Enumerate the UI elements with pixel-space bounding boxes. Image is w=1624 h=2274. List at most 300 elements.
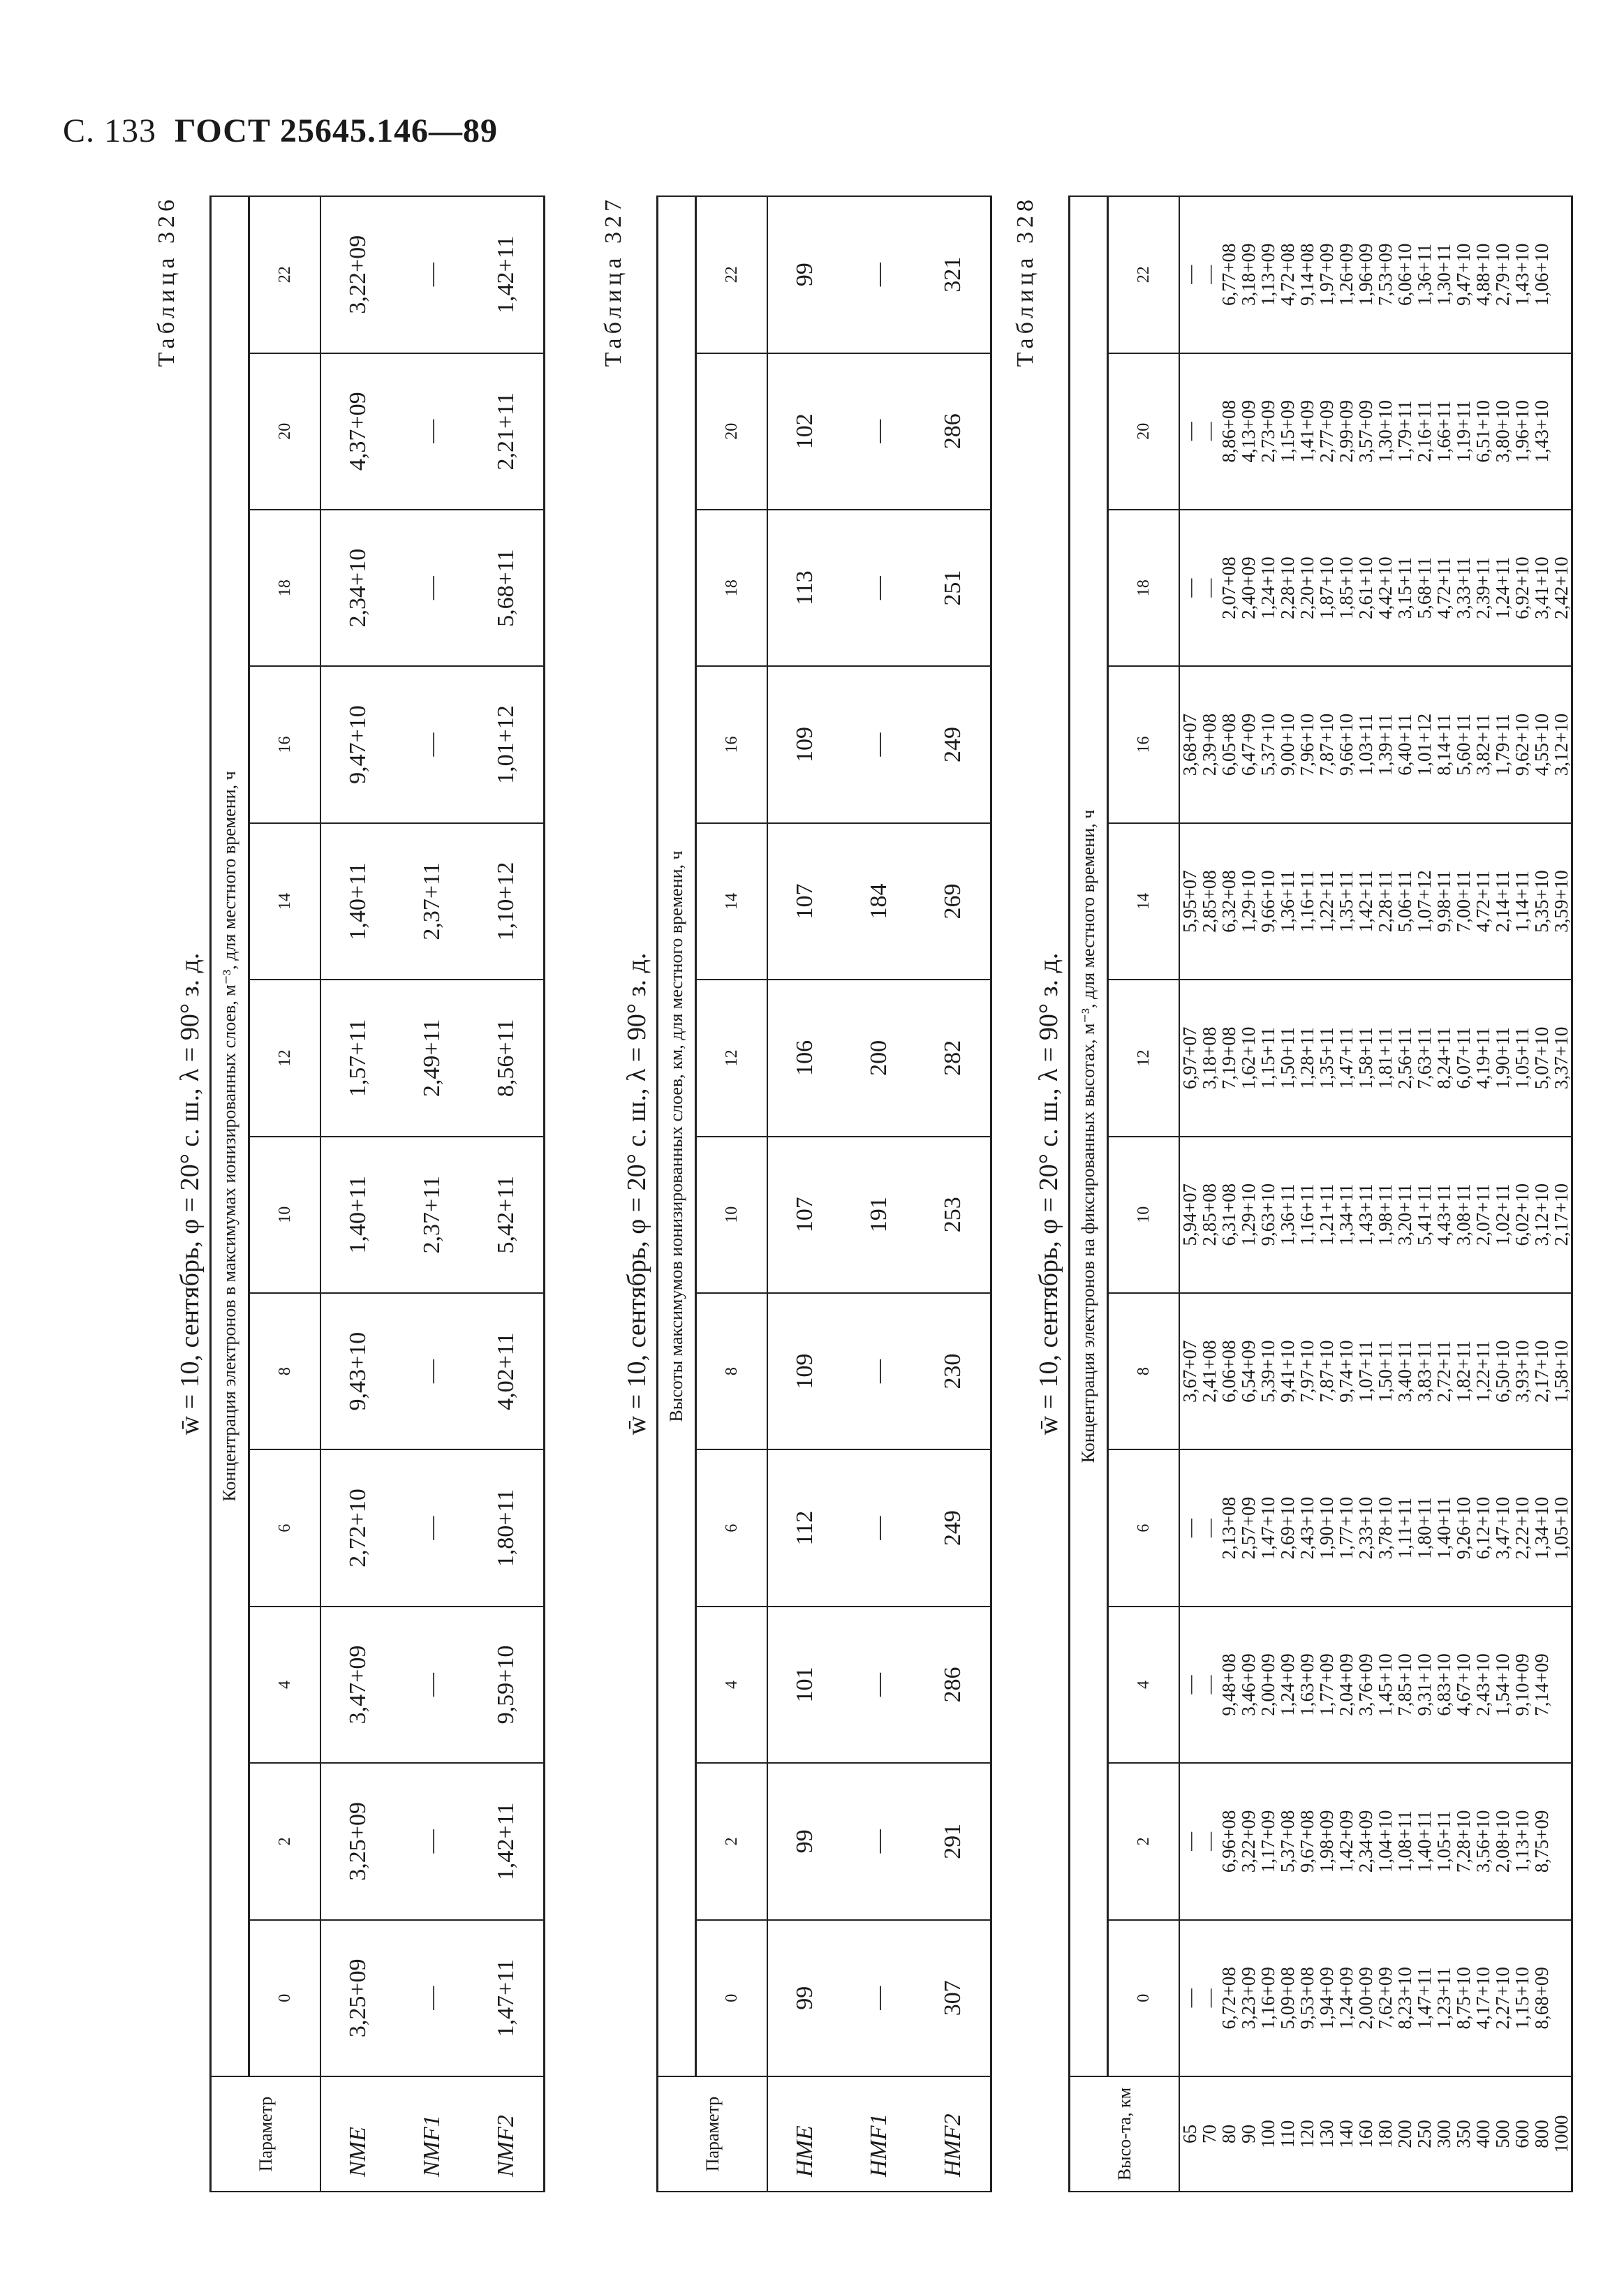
value-cell: 1,39+11 [1375,666,1395,822]
hour-header: 8 [696,1293,768,1449]
value-cell: 2,43+10 [1297,1449,1317,1606]
value-cell: 5,35+10 [1532,823,1551,980]
value-cell: 6,07+11 [1454,980,1473,1136]
value-cell: 1,40+11 [320,823,395,980]
value-cell: 1,34+10 [1532,1449,1551,1606]
value-cell: 3,18+09 [1239,196,1258,353]
value-cell: 2,43+10 [1473,1607,1493,1763]
table-326-title: w̄ = 10, сентябрь, φ = 20° с. ш., λ = 90° з. д. [175,952,205,1435]
value-cell: 3,12+10 [1532,1137,1551,1293]
hour-header: 4 [249,1607,321,1763]
value-cell [1551,353,1572,510]
value-cell: 1,13+09 [1258,196,1278,353]
value-cell: 1,43+10 [1512,196,1532,353]
value-cell: — [395,196,469,353]
value-cell: 8,75+09 [1532,1763,1551,1919]
value-cell: 3,08+11 [1454,1137,1473,1293]
value-cell: 1,66+11 [1434,353,1454,510]
value-cell: 1,14+11 [1512,823,1532,980]
value-cell: 6,77+08 [1219,196,1239,353]
value-cell: 191 [842,1137,916,1293]
height-cell: 100 [1258,2076,1278,2192]
value-cell: 2,85+08 [1199,1137,1219,1293]
value-cell: 9,66+10 [1336,666,1356,822]
hour-header: 22 [1108,196,1180,353]
table-row [320,196,395,2192]
value-cell: 3,76+09 [1356,1607,1375,1763]
table-row [1454,196,1473,2192]
hour-header: 22 [696,196,768,353]
value-cell: 1,40+11 [1434,1449,1454,1606]
table-327-label: Таблица 327 [600,195,626,367]
value-cell: — [1179,510,1199,666]
value-cell: 1,08+11 [1395,1763,1415,1919]
value-cell: 1,42+11 [1356,823,1375,980]
value-cell: 101 [767,1607,842,1763]
value-cell: 5,68+11 [1415,510,1434,666]
value-cell: 9,74+10 [1336,1293,1356,1449]
value-cell: 2,57+09 [1239,1449,1258,1606]
value-cell: 3,22+09 [1239,1763,1258,1919]
hour-header: 14 [1108,823,1180,980]
hour-header: 18 [249,510,321,666]
value-cell: 8,23+10 [1395,1920,1415,2076]
hour-header: 20 [1108,353,1180,510]
value-cell: 2,39+11 [1473,510,1493,666]
value-cell: 6,97+07 [1179,980,1199,1136]
height-cell: 300 [1434,2076,1454,2192]
table-row [1219,196,1239,2192]
value-cell: 1,02+11 [1493,1137,1512,1293]
value-cell: 1,41+09 [1297,353,1317,510]
hour-header: 10 [696,1137,768,1293]
value-cell: 1,42+11 [469,1763,545,1919]
value-cell: 2,13+08 [1219,1449,1239,1606]
value-cell: 3,80+10 [1493,353,1512,510]
hours-header-row [249,196,321,2192]
value-cell: 2,77+09 [1317,353,1336,510]
value-cell: 7,97+10 [1297,1293,1317,1449]
value-cell: 7,53+09 [1375,196,1395,353]
height-cell: 90 [1239,2076,1258,2192]
param-name: NME [320,2076,395,2192]
hour-header: 16 [1108,666,1180,822]
value-cell: — [1179,353,1199,510]
value-cell: 99 [767,196,842,353]
value-cell [1551,1920,1572,2076]
value-cell: 2,28+11 [1375,823,1395,980]
table-row [842,196,916,2192]
value-cell: 1,58+11 [1356,980,1375,1136]
value-cell: 2,34+10 [320,510,395,666]
param-name: NMF2 [469,2076,545,2192]
value-cell: 2,39+08 [1199,666,1219,822]
value-cell: 3,78+10 [1375,1449,1395,1606]
value-cell: 1,16+11 [1297,1137,1317,1293]
table-327 [656,195,992,2192]
hour-header: 12 [696,980,768,1136]
value-cell: 4,88+10 [1473,196,1493,353]
value-cell: 2,00+09 [1258,1607,1278,1763]
value-cell [1551,196,1572,353]
value-cell: 6,06+08 [1219,1293,1239,1449]
table-328-supheader: Концентрация электронов на фиксированных высотах, м⁻³, для местного времени, ч [1070,196,1108,2076]
hour-header: 0 [1108,1920,1180,2076]
value-cell: 321 [916,196,991,353]
value-cell: 3,15+11 [1395,510,1415,666]
value-cell: 4,02+11 [469,1293,545,1449]
value-cell: 1,80+11 [1415,1449,1434,1606]
value-cell: 1,24+09 [1336,1920,1356,2076]
value-cell: 1,79+11 [1395,353,1415,510]
value-cell: 3,25+09 [320,1920,395,2076]
value-cell: 1,35+11 [1317,980,1336,1136]
value-cell: 1,96+10 [1512,353,1532,510]
value-cell: 3,83+11 [1415,1293,1434,1449]
table-row [1239,196,1258,2192]
value-cell: 1,63+09 [1297,1607,1317,1763]
table-row [1375,196,1395,2192]
value-cell: 107 [767,1137,842,1293]
table-row [1473,196,1493,2192]
table-328 [1068,195,1573,2192]
hour-header: 0 [249,1920,321,2076]
value-cell: 251 [916,510,991,666]
param-name: NMF1 [395,2076,469,2192]
table-row [1434,196,1454,2192]
value-cell: — [1179,1607,1199,1763]
param-name: HME [767,2076,842,2192]
value-cell: — [395,353,469,510]
value-cell: 9,67+08 [1297,1763,1317,1919]
value-cell: 9,41+10 [1278,1293,1297,1449]
value-cell: 7,19+08 [1219,980,1239,1136]
value-cell: 113 [767,510,842,666]
value-cell: 1,23+11 [1434,1920,1454,2076]
value-cell: 9,47+10 [320,666,395,822]
value-cell: 2,99+09 [1336,353,1356,510]
value-cell: 6,83+10 [1434,1607,1454,1763]
table-326-supheader: Концентрация электронов в максимумах ионизированных слоев, м⁻³, для местного времени, ч [211,196,249,2076]
value-cell: 1,04+10 [1375,1763,1395,1919]
value-cell: 249 [916,1449,991,1606]
value-cell: 3,23+09 [1239,1920,1258,2076]
value-cell: 1,26+09 [1336,196,1356,353]
height-cell: 600 [1512,2076,1532,2192]
hours-header-row [1108,196,1180,2192]
value-cell: 1,97+09 [1317,196,1336,353]
hour-header: 8 [1108,1293,1180,1449]
height-cell: 800 [1532,2076,1551,2192]
value-cell: 7,85+10 [1395,1607,1415,1763]
value-cell: 3,46+09 [1239,1607,1258,1763]
height-cell: 180 [1375,2076,1395,2192]
hour-header: 14 [249,823,321,980]
hour-header: 20 [696,353,768,510]
value-cell: 2,61+10 [1356,510,1375,666]
value-cell: 1,15+10 [1512,1920,1532,2076]
value-cell: 3,25+09 [320,1763,395,1919]
param-header: Параметр [211,2076,321,2192]
value-cell: 3,22+09 [320,196,395,353]
table-328-title: w̄ = 10, сентябрь, φ = 20° с. ш., λ = 90° з. д. [1034,952,1063,1435]
value-cell: 1,82+11 [1454,1293,1473,1449]
value-cell: — [842,1920,916,2076]
table-row [1532,196,1551,2192]
value-cell: 1,62+10 [1239,980,1258,1136]
value-cell: 3,67+07 [1179,1293,1199,1449]
value-cell: 2,27+10 [1493,1920,1512,2076]
value-cell: 4,72+11 [1473,823,1493,980]
standard-number: ГОСТ 25645.146—89 [175,112,498,149]
value-cell: 1,29+10 [1239,1137,1258,1293]
value-cell: 3,12+10 [1551,666,1572,822]
value-cell: 1,24+11 [1493,510,1512,666]
hour-header: 8 [249,1293,321,1449]
value-cell: 2,08+10 [1493,1763,1512,1919]
value-cell: 9,59+10 [469,1607,545,1763]
value-cell: 9,47+10 [1454,196,1473,353]
value-cell: — [1199,196,1219,353]
param-header: Параметр [658,2076,768,2192]
value-cell: 6,51+10 [1473,353,1493,510]
table-row [1258,196,1278,2192]
value-cell: 2,79+10 [1493,196,1512,353]
hour-header: 0 [696,1920,768,2076]
value-cell: 7,00+11 [1454,823,1473,980]
height-cell: 130 [1317,2076,1336,2192]
value-cell: 5,07+10 [1532,980,1551,1136]
value-cell: 1,40+11 [1415,1763,1434,1919]
value-cell: 8,56+11 [469,980,545,1136]
value-cell: 1,10+12 [469,823,545,980]
value-cell: 5,42+11 [469,1137,545,1293]
value-cell: 4,55+10 [1532,666,1551,822]
value-cell: 4,37+09 [320,353,395,510]
height-cell: 1000 [1551,2076,1572,2192]
hour-header: 12 [1108,980,1180,1136]
value-cell: 2,49+11 [395,980,469,1136]
value-cell: 1,90+11 [1493,980,1512,1136]
value-cell: — [842,1449,916,1606]
value-cell: 1,47+11 [1415,1920,1434,2076]
value-cell: 3,18+08 [1199,980,1219,1136]
value-cell: 1,98+11 [1375,1137,1395,1293]
value-cell: 1,42+11 [469,196,545,353]
value-cell: 1,05+11 [1434,1763,1454,1919]
value-cell: 2,00+09 [1356,1920,1375,2076]
value-cell: 3,57+09 [1356,353,1375,510]
hour-header: 18 [696,510,768,666]
value-cell [1551,1607,1572,1763]
table-326 [209,195,545,2192]
value-cell: 8,24+11 [1434,980,1454,1136]
value-cell: 9,00+10 [1278,666,1297,822]
value-cell: 9,14+08 [1297,196,1317,353]
value-cell: 1,81+11 [1375,980,1395,1136]
value-cell: — [395,1449,469,1606]
table-row [1512,196,1532,2192]
value-cell: 1,50+11 [1278,980,1297,1136]
value-cell: — [1179,1763,1199,1919]
value-cell: 1,40+11 [320,1137,395,1293]
value-cell: 2,72+10 [320,1449,395,1606]
value-cell: 2,37+11 [395,1137,469,1293]
value-cell: 1,16+11 [1297,823,1317,980]
value-cell: 1,58+10 [1551,1293,1572,1449]
value-cell: 1,07+11 [1356,1293,1375,1449]
value-cell: 1,24+10 [1258,510,1278,666]
value-cell: 9,48+08 [1219,1607,1239,1763]
value-cell: 3,59+10 [1551,823,1572,980]
height-cell: 160 [1356,2076,1375,2192]
value-cell: 2,04+09 [1336,1607,1356,1763]
height-cell: 70 [1199,2076,1219,2192]
hour-header: 4 [1108,1607,1180,1763]
value-cell: 6,40+11 [1395,666,1415,822]
value-cell: 307 [916,1920,991,2076]
value-cell: 9,98+11 [1434,823,1454,980]
hour-header: 6 [1108,1449,1180,1606]
value-cell: 9,43+10 [320,1293,395,1449]
value-cell: 9,62+10 [1512,666,1532,822]
hour-header: 2 [249,1763,321,1919]
value-cell: 9,10+09 [1512,1607,1532,1763]
value-cell: — [1199,1920,1219,2076]
value-cell: 6,31+08 [1219,1137,1239,1293]
value-cell: 1,57+11 [320,980,395,1136]
value-cell: 282 [916,980,991,1136]
value-cell: — [842,666,916,822]
value-cell: 9,26+10 [1454,1449,1473,1606]
value-cell: 3,56+10 [1473,1763,1493,1919]
value-cell: 1,77+09 [1317,1607,1336,1763]
value-cell: 1,21+11 [1317,1137,1336,1293]
table-row [916,196,991,2192]
rotated-content [154,195,1571,2192]
value-cell: 3,68+07 [1179,666,1199,822]
height-cell: 65 [1179,2076,1199,2192]
value-cell: 109 [767,1293,842,1449]
value-cell: 3,47+09 [320,1607,395,1763]
param-name: HMF1 [842,2076,916,2192]
value-cell: 1,17+09 [1258,1763,1278,1919]
value-cell: 9,53+08 [1297,1920,1317,2076]
value-cell: 1,90+10 [1317,1449,1336,1606]
value-cell: 106 [767,980,842,1136]
value-cell: 6,72+08 [1219,1920,1239,2076]
value-cell: 4,72+08 [1278,196,1297,353]
value-cell: 6,96+08 [1219,1763,1239,1919]
value-cell: 1,42+09 [1336,1763,1356,1919]
value-cell: — [1199,353,1219,510]
height-header: Высо-та, км [1070,2076,1180,2192]
value-cell: 6,05+08 [1219,666,1239,822]
value-cell: 107 [767,823,842,980]
value-cell: 3,41+10 [1532,510,1551,666]
value-cell: 8,68+09 [1532,1920,1551,2076]
value-cell: 269 [916,823,991,980]
value-cell: 3,47+10 [1493,1449,1512,1606]
value-cell: 2,34+09 [1356,1763,1375,1919]
value-cell: 291 [916,1763,991,1919]
hour-header: 6 [696,1449,768,1606]
hour-header: 18 [1108,510,1180,666]
height-cell: 110 [1278,2076,1297,2192]
value-cell: 5,09+08 [1278,1920,1297,2076]
hour-header: 2 [696,1763,768,1919]
value-cell: 109 [767,666,842,822]
value-cell: 1,79+11 [1493,666,1512,822]
value-cell: 5,37+08 [1278,1763,1297,1919]
value-cell: 1,29+10 [1239,823,1258,980]
value-cell: 7,96+10 [1297,666,1317,822]
table-row [395,196,469,2192]
value-cell: 1,47+11 [1336,980,1356,1136]
value-cell: 8,14+11 [1434,666,1454,822]
value-cell: 6,92+10 [1512,510,1532,666]
table-row [1297,196,1317,2192]
value-cell: 5,95+07 [1179,823,1199,980]
value-cell: 1,03+11 [1356,666,1375,822]
value-cell: 1,36+11 [1278,823,1297,980]
value-cell: 2,85+08 [1199,823,1219,980]
value-cell: 102 [767,353,842,510]
value-cell: 1,06+10 [1532,196,1551,353]
value-cell: 1,77+10 [1336,1449,1356,1606]
value-cell: 1,15+11 [1258,980,1278,1136]
value-cell: 2,07+11 [1473,1137,1493,1293]
value-cell: 230 [916,1293,991,1449]
hour-header: 22 [249,196,321,353]
value-cell: 1,22+11 [1473,1293,1493,1449]
value-cell: 3,20+11 [1395,1137,1415,1293]
value-cell: 200 [842,980,916,1136]
page-header [63,112,498,150]
value-cell: 1,13+10 [1512,1763,1532,1919]
table-row [1336,196,1356,2192]
table-328-label: Таблица 328 [1012,195,1038,367]
value-cell: — [1199,1449,1219,1606]
table-row [1179,196,1199,2192]
table-row [1356,196,1375,2192]
value-cell: 1,85+10 [1336,510,1356,666]
value-cell: 3,82+11 [1473,666,1493,822]
value-cell: 2,40+09 [1239,510,1258,666]
value-cell: — [842,353,916,510]
table-row [1395,196,1415,2192]
height-cell: 400 [1473,2076,1493,2192]
value-cell: 1,45+10 [1375,1607,1395,1763]
value-cell: 2,20+10 [1297,510,1317,666]
table-row [1551,196,1572,2192]
value-cell: — [395,510,469,666]
value-cell: — [395,1763,469,1919]
value-cell: — [842,510,916,666]
value-cell: 4,19+11 [1473,980,1493,1136]
value-cell: 1,30+11 [1434,196,1454,353]
hour-header: 16 [696,666,768,822]
value-cell: 3,37+10 [1551,980,1572,1136]
value-cell: 8,86+08 [1219,353,1239,510]
value-cell: 4,13+09 [1239,353,1258,510]
value-cell: 1,28+11 [1297,980,1317,1136]
value-cell: 99 [767,1763,842,1919]
value-cell: 2,69+10 [1278,1449,1297,1606]
value-cell: 99 [767,1920,842,2076]
height-cell: 80 [1219,2076,1239,2192]
value-cell: 7,62+09 [1375,1920,1395,2076]
